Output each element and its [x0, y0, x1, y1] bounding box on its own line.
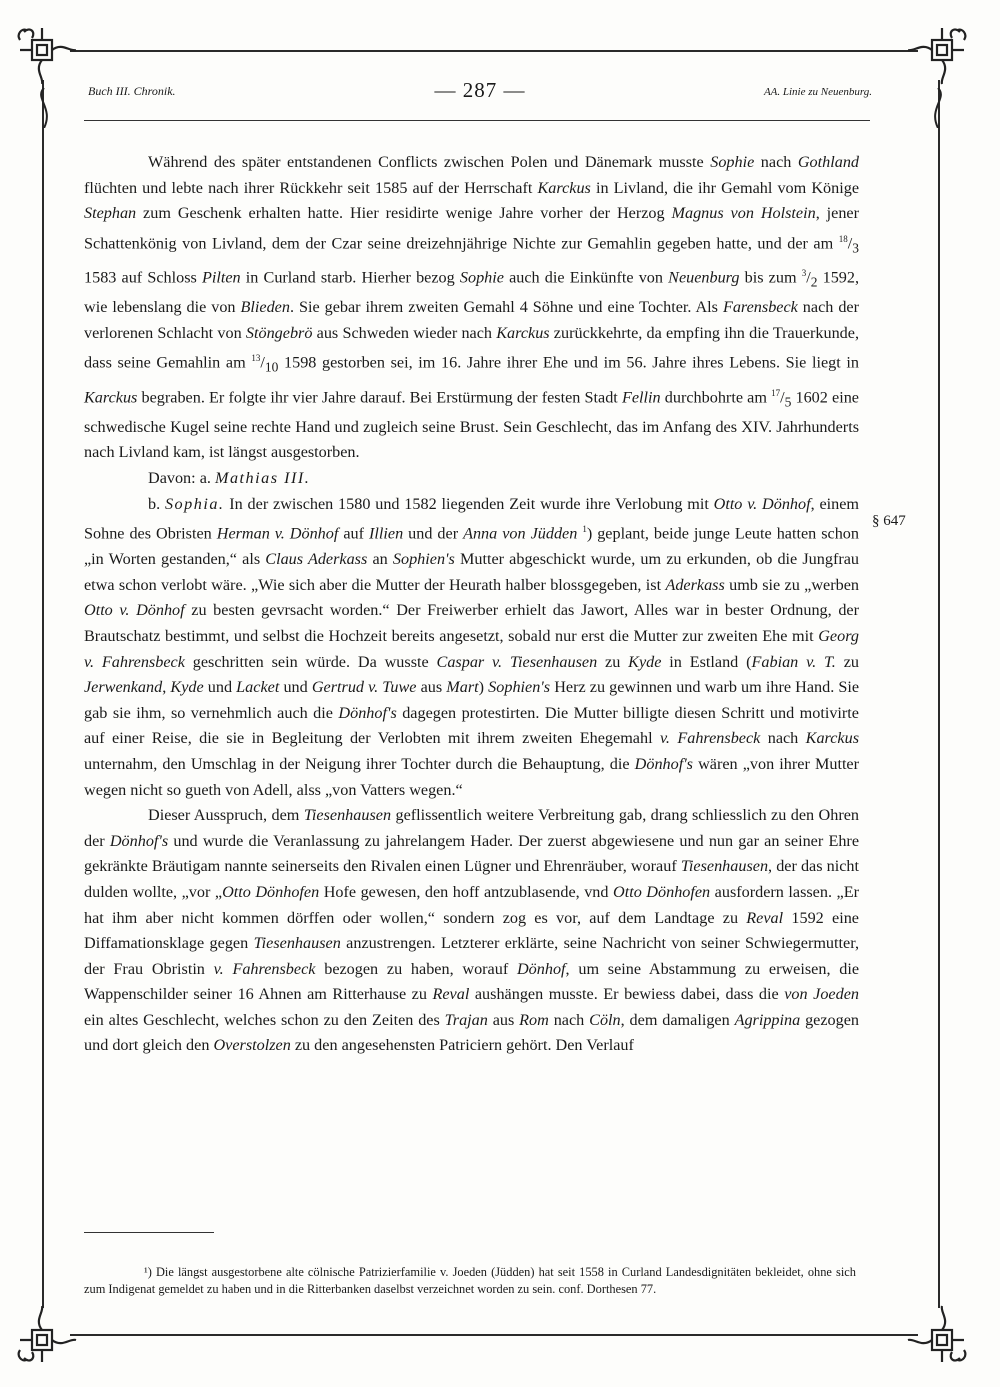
paragraph: Während des später entstandenen Conflicts zwischen Polen und Dänemark musste Sophie nach Gothland flüchten und lebte nach ihrer Rückkehr seit 1585 auf der Herrschaft Karckus in Livland, die ihr Gemahl vom Könige Stephan zum Geschenk erhalten hatte. Hier residirte wenige Jahre vorher der Herzog Magnus von Holstein, jener Schattenkönig von Livland, dem der Czar seine dreizehnjährige Nichte zur Gemahlin gegeben hatte, und der am $^{18}/_3$ 1583 auf Schloss Pilten in Curland starb. Hierher bezog Sophie auch die Einkünfte von Neuenburg bis zum $^3/_2$ 1592, wie lebenslang die von Blieden. Sie gebar ihrem zweiten Gemahl 4 Söhne und eine Tochter. Als Farensbeck nach der verlorenen Schlacht von Stöngebrö aus Schweden wieder nach Karckus zurückkehrte, da empfing ihn die Trauerkunde, dass seine Gemahlin am $^{13}/_{10}$ 1598 gestorben sei, im 16. Jahre ihrer Ehe und im 56. Jahre ihres Lebens. Sie liegt in Karckus begraben. Er folgte ihr vier Jahre darauf. Bei Erstürmung der festen Stadt Fellin durchbohrte am $^{17}/_5$ 1602 eine schwedische Kugel seine rechte Hand und zugleich seine Brust. Sein Geschlecht, das im Anfang des XIV. Jahrhunderts nach Livland kam, ist längst ausgestorben. [84, 153, 860, 462]
corner-ornament-bottom-right [906, 1304, 970, 1368]
paragraph: b. Sophia. In der zwischen 1580 und 1582 liegenden Zeit wurde ihre Verlobung mit Otto v. Dönhof, einem Sohne des Obristen Herman v. Dönhof auf Illien und der Anna von Jüdden $^1$) geplant, beide junge Leute hatten schon „in Worten gestanden,“ als Claus Aderkass an Sophien's Mutter abgeschickt wurde, um zu erkunden, ob die Jungfrau etwa schon verlobt wäre. „Wie sich aber die Mutter der Heurath halber blossgegeben, ist Aderkass umb sie zu „werben Otto v. Dönhof zu besten gevrsacht worden.“ Der Freiwerber erhielt das Jawort, Alles war in bester Ordnung, der Brautschatz bestimmt, und selbst die Hochzeit bereits angesetzt, sobald nur erst die Mutter zur zweiten Ehe mit Georg v. Fahrensbeck geschritten sein würde. Da wusste Caspar v. Tiesenhausen zu Kyde in Estland (Fabian v. T. zu Jerwenkand, Kyde und Lacket und Gertrud v. Tuwe aus Mart) Sophien's Herz zu gewinnen und warb um ihre Hand. Sie gab sie ihm, so vernehmlich auch die Dönhof's dagegen protestirten. Die Mutter billigte diesen Schritt und motivirte auf einer Reise, die sie in Begleitung der Verlobten mit ihrem zweiten Ehegemahl v. Fahrensbeck nach Karckus unternahm, den Umschlag in der Neigung ihrer Tochter durch die Behauptung, die Dönhof's wären „von ihrer Mutter wegen nicht so gueth von Adell, alss „von Vatters wegen.“ [84, 494, 860, 799]
side-ornament-left [30, 88, 58, 128]
body-text [84, 150, 859, 1059]
page-number: — 287 — [434, 78, 526, 102]
page-header [88, 80, 872, 110]
frame-right-line [938, 80, 940, 1308]
paragraph: Dieser Ausspruch, dem Tiesenhausen geflissentlich weitere Verbreitung gab, drang schliesslich zu den Ohren der Dönhof's und wurde die Veranlassung zu jahrelangem Hader. Der zuerst abgewiesene und nun gar an seiner Ehre gekränkte Bräutigam nannte seinerseits den Rivalen einen Lügner und Ehrenräuber, worauf Tiesenhausen, der das nicht dulden wollte, „vor „Otto Dönhofen Hofe gewesen, den hoff antzublasende, vnd Otto Dönhofen ausfordern lassen. „Er hat ihm aber nicht kommen dörffen oder wollen,“ sondern zog es vor, auf dem Landtage zu Reval 1592 eine Diffamationsklage gegen Tiesenhausen anzustrengen. Letzterer erklärte, seine Nachricht von seiner Schwiegermutter, der Frau Obristin v. Fahrensbeck bezogen zu haben, worauf Dönhof, um seine Abstammung zu erweisen, die Wappenschilder seiner 16 Ahnen am Ritterhause zu Reval aushängen musste. Er bewiess dabei, dass die von Joeden ein altes Geschlecht, welches schon zu den Zeiten des Trajan aus Rom nach Cöln, dem damaligen Agrippina gezogen und dort gleich den Overstolzen zu den angesehensten Patriciern gehört. Den Verlauf [84, 806, 860, 1055]
side-ornament-right [924, 88, 952, 128]
header-right: AA. Linie zu Neuenburg. [763, 86, 872, 98]
margin-section-note: § 647 [872, 513, 906, 529]
frame-bottom-line [70, 1334, 918, 1336]
frame-left-line [42, 80, 44, 1308]
paragraph: Davon: a. Mathias III. [148, 469, 311, 488]
header-left: Buch III. Chronik. [88, 84, 176, 98]
corner-ornament-top-left [14, 22, 78, 86]
footnote-rule [84, 1232, 214, 1233]
header-rule [84, 120, 870, 121]
frame-top-line [70, 50, 918, 52]
footnote: ¹) Die längst ausgestorbene alte cölnische Patrizierfamilie v. Joeden (Jüdden) hat seit 1558 in Curland Landesdignitäten bekleidet, ohne sich zum Indigenat gemeldet zu haben und in die Ritterbanken daselbst verzeichnet worden zu sein. conf. Dorthesen 77. [84, 1265, 856, 1296]
corner-ornament-bottom-left [14, 1304, 78, 1368]
corner-ornament-top-right [906, 22, 970, 86]
